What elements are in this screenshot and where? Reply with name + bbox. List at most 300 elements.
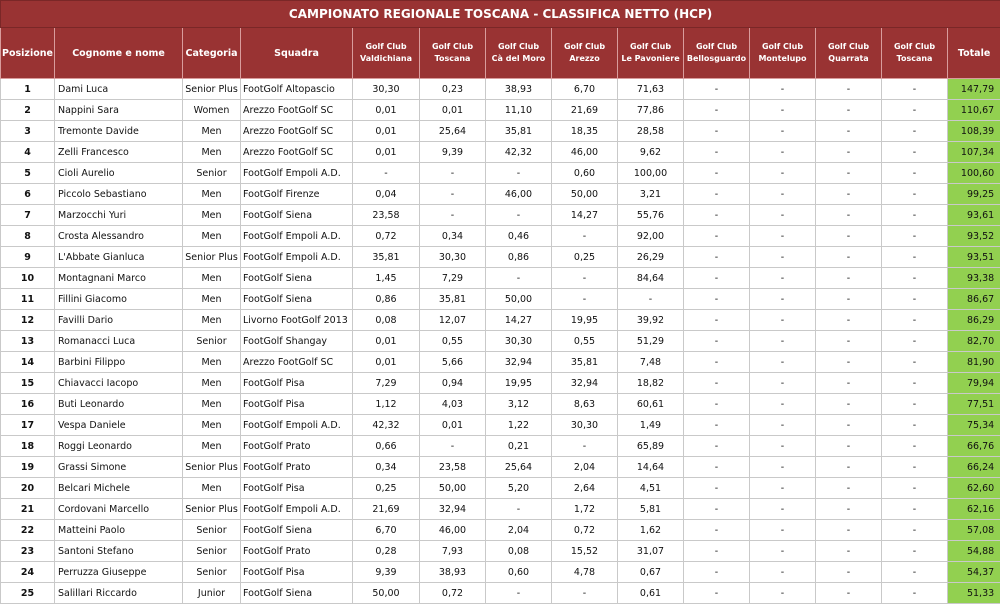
cell-score: - — [882, 499, 948, 520]
cell-score: - — [486, 205, 552, 226]
cell-score: - — [882, 457, 948, 478]
cell-team: FootGolf Shangay — [241, 331, 353, 352]
cell-score: - — [486, 163, 552, 184]
cell-score: - — [750, 142, 816, 163]
cell-score: 8,63 — [552, 394, 618, 415]
header-course — [420, 28, 486, 79]
cell-score: - — [816, 163, 882, 184]
table-row — [1, 184, 1000, 205]
cell-score: - — [684, 100, 750, 121]
cell-score: 1,49 — [618, 415, 684, 436]
cell-position: 15 — [1, 373, 55, 394]
cell-score: - — [684, 415, 750, 436]
cell-team: FootGolf Siena — [241, 583, 353, 604]
cell-score: - — [750, 499, 816, 520]
cell-total: 62,16 — [948, 499, 1000, 520]
header-course-line1: Golf Club — [893, 42, 936, 51]
header-course-line1: Golf Club — [497, 42, 540, 51]
table-row — [1, 520, 1000, 541]
cell-total: 54,37 — [948, 562, 1000, 583]
cell-score: 14,64 — [618, 457, 684, 478]
header-course-line2: Cà del Moro — [491, 54, 546, 63]
cell-team: Livorno FootGolf 2013 — [241, 310, 353, 331]
cell-name: Vespa Daniele — [55, 415, 183, 436]
cell-name: Buti Leonardo — [55, 394, 183, 415]
cell-score: 11,10 — [486, 100, 552, 121]
cell-score: - — [882, 478, 948, 499]
cell-score: - — [684, 268, 750, 289]
cell-score: - — [816, 100, 882, 121]
cell-score: - — [420, 184, 486, 205]
cell-score: 19,95 — [552, 310, 618, 331]
cell-score: - — [882, 205, 948, 226]
cell-position: 3 — [1, 121, 55, 142]
header-course — [552, 28, 618, 79]
cell-score: - — [816, 436, 882, 457]
cell-score: - — [816, 121, 882, 142]
cell-team: FootGolf Pisa — [241, 394, 353, 415]
cell-score: - — [684, 184, 750, 205]
cell-name: Cioli Aurelio — [55, 163, 183, 184]
cell-team: FootGolf Empoli A.D. — [241, 163, 353, 184]
cell-score: - — [816, 184, 882, 205]
cell-score: 6,70 — [552, 79, 618, 100]
cell-position: 20 — [1, 478, 55, 499]
cell-category: Men — [183, 289, 241, 310]
cell-position: 17 — [1, 415, 55, 436]
cell-score: 0,55 — [420, 331, 486, 352]
cell-score: - — [552, 583, 618, 604]
cell-category: Men — [183, 142, 241, 163]
cell-score: - — [816, 247, 882, 268]
cell-category: Men — [183, 478, 241, 499]
cell-score: - — [750, 79, 816, 100]
cell-score: - — [684, 121, 750, 142]
cell-score: 1,12 — [353, 394, 420, 415]
cell-score: 9,39 — [420, 142, 486, 163]
cell-score: - — [750, 541, 816, 562]
cell-score: 14,27 — [486, 310, 552, 331]
cell-name: Matteini Paolo — [55, 520, 183, 541]
cell-category: Senior — [183, 520, 241, 541]
cell-score: 14,27 — [552, 205, 618, 226]
cell-name: Marzocchi Yuri — [55, 205, 183, 226]
cell-score: 0,08 — [353, 310, 420, 331]
cell-score: 3,21 — [618, 184, 684, 205]
cell-score: - — [486, 268, 552, 289]
cell-score: 3,12 — [486, 394, 552, 415]
cell-score: - — [882, 79, 948, 100]
cell-score: 35,81 — [353, 247, 420, 268]
cell-total: 66,24 — [948, 457, 1000, 478]
cell-position: 8 — [1, 226, 55, 247]
cell-score: 39,92 — [618, 310, 684, 331]
cell-score: - — [684, 457, 750, 478]
table-row — [1, 541, 1000, 562]
cell-total: 57,08 — [948, 520, 1000, 541]
cell-score: - — [750, 478, 816, 499]
cell-score: 0,23 — [420, 79, 486, 100]
cell-position: 13 — [1, 331, 55, 352]
table-title: CAMPIONATO REGIONALE TOSCANA - CLASSIFICA NETTO (HCP) — [1, 1, 1000, 28]
cell-team: FootGolf Altopascio — [241, 79, 353, 100]
header-course-line2: Toscana — [896, 54, 933, 63]
cell-total: 100,60 — [948, 163, 1000, 184]
cell-score: 0,46 — [486, 226, 552, 247]
cell-position: 25 — [1, 583, 55, 604]
cell-score: 4,51 — [618, 478, 684, 499]
table-row — [1, 100, 1000, 121]
cell-total: 93,61 — [948, 205, 1000, 226]
header-course — [750, 28, 816, 79]
header-category: Categoria — [183, 28, 241, 79]
cell-name: Favilli Dario — [55, 310, 183, 331]
cell-score: - — [552, 289, 618, 310]
cell-total: 147,79 — [948, 79, 1000, 100]
cell-score: - — [552, 226, 618, 247]
cell-score: - — [750, 226, 816, 247]
cell-score: 1,22 — [486, 415, 552, 436]
cell-name: Fillini Giacomo — [55, 289, 183, 310]
cell-total: 82,70 — [948, 331, 1000, 352]
header-course — [816, 28, 882, 79]
cell-score: - — [684, 373, 750, 394]
table-row — [1, 583, 1000, 604]
table-row — [1, 226, 1000, 247]
header-course-line2: Toscana — [434, 54, 471, 63]
cell-score: 31,07 — [618, 541, 684, 562]
cell-score: - — [420, 163, 486, 184]
table-row — [1, 331, 1000, 352]
cell-score: - — [816, 562, 882, 583]
table-row — [1, 415, 1000, 436]
cell-total: 99,25 — [948, 184, 1000, 205]
cell-score: 0,66 — [353, 436, 420, 457]
cell-name: Barbini Filippo — [55, 352, 183, 373]
cell-category: Men — [183, 436, 241, 457]
cell-score: - — [816, 373, 882, 394]
cell-score: - — [882, 331, 948, 352]
cell-score: 19,95 — [486, 373, 552, 394]
cell-score: - — [816, 394, 882, 415]
header-name: Cognome e nome — [55, 28, 183, 79]
cell-score: - — [750, 583, 816, 604]
cell-score: - — [816, 268, 882, 289]
cell-score: 18,82 — [618, 373, 684, 394]
cell-category: Men — [183, 373, 241, 394]
cell-name: Salillari Riccardo — [55, 583, 183, 604]
cell-score: 0,01 — [353, 121, 420, 142]
cell-position: 23 — [1, 541, 55, 562]
cell-team: FootGolf Prato — [241, 436, 353, 457]
cell-score: 0,72 — [420, 583, 486, 604]
cell-score: - — [684, 205, 750, 226]
header-course-line1: Golf Club — [365, 42, 407, 51]
cell-category: Men — [183, 268, 241, 289]
header-total: Totale — [948, 28, 1000, 79]
cell-score: - — [816, 226, 882, 247]
header-course — [486, 28, 552, 79]
cell-score: 0,01 — [353, 352, 420, 373]
cell-score: - — [882, 373, 948, 394]
cell-score: 0,94 — [420, 373, 486, 394]
header-row — [1, 28, 1000, 79]
cell-score: 30,30 — [420, 247, 486, 268]
cell-category: Senior Plus — [183, 499, 241, 520]
cell-team: FootGolf Empoli A.D. — [241, 247, 353, 268]
cell-score: - — [882, 415, 948, 436]
cell-score: 0,34 — [420, 226, 486, 247]
cell-score: - — [816, 457, 882, 478]
cell-score: 50,00 — [552, 184, 618, 205]
table-row — [1, 79, 1000, 100]
cell-score: 60,61 — [618, 394, 684, 415]
cell-score: - — [882, 184, 948, 205]
cell-score: 23,58 — [420, 457, 486, 478]
cell-position: 18 — [1, 436, 55, 457]
cell-name: Santoni Stefano — [55, 541, 183, 562]
cell-category: Senior Plus — [183, 457, 241, 478]
cell-score: 0,01 — [420, 100, 486, 121]
cell-score: - — [816, 289, 882, 310]
cell-score: 0,28 — [353, 541, 420, 562]
cell-score: - — [882, 310, 948, 331]
cell-total: 93,38 — [948, 268, 1000, 289]
cell-score: - — [882, 247, 948, 268]
cell-category: Senior — [183, 562, 241, 583]
cell-team: Arezzo FootGolf SC — [241, 352, 353, 373]
cell-total: 54,88 — [948, 541, 1000, 562]
cell-score: - — [816, 352, 882, 373]
cell-team: FootGolf Prato — [241, 457, 353, 478]
cell-position: 9 — [1, 247, 55, 268]
cell-score: 50,00 — [486, 289, 552, 310]
cell-score: - — [816, 583, 882, 604]
cell-score: - — [882, 121, 948, 142]
header-course-line1: Golf Club — [761, 42, 804, 51]
cell-score: 38,93 — [420, 562, 486, 583]
header-course-line2: Montelupo — [758, 54, 807, 63]
table-row — [1, 247, 1000, 268]
cell-position: 5 — [1, 163, 55, 184]
header-course — [618, 28, 684, 79]
cell-score: - — [750, 205, 816, 226]
cell-name: Nappini Sara — [55, 100, 183, 121]
cell-score: 35,81 — [486, 121, 552, 142]
cell-category: Senior Plus — [183, 79, 241, 100]
cell-score: 0,72 — [353, 226, 420, 247]
cell-position: 16 — [1, 394, 55, 415]
table-row — [1, 394, 1000, 415]
cell-score: - — [882, 163, 948, 184]
cell-score: - — [750, 436, 816, 457]
cell-score: 4,78 — [552, 562, 618, 583]
cell-score: 2,64 — [552, 478, 618, 499]
cell-score: - — [684, 163, 750, 184]
cell-name: Montagnani Marco — [55, 268, 183, 289]
cell-position: 11 — [1, 289, 55, 310]
cell-score: - — [816, 331, 882, 352]
cell-category: Men — [183, 394, 241, 415]
cell-position: 1 — [1, 79, 55, 100]
cell-position: 7 — [1, 205, 55, 226]
table-row — [1, 205, 1000, 226]
cell-position: 10 — [1, 268, 55, 289]
cell-category: Men — [183, 226, 241, 247]
cell-score: - — [882, 583, 948, 604]
cell-score: 26,29 — [618, 247, 684, 268]
cell-score: - — [684, 478, 750, 499]
cell-score: - — [882, 562, 948, 583]
cell-score: - — [882, 268, 948, 289]
cell-score: - — [750, 163, 816, 184]
cell-score: 6,70 — [353, 520, 420, 541]
cell-score: 0,55 — [552, 331, 618, 352]
cell-score: 42,32 — [353, 415, 420, 436]
cell-total: 62,60 — [948, 478, 1000, 499]
cell-category: Senior — [183, 163, 241, 184]
cell-score: 0,60 — [552, 163, 618, 184]
cell-score: - — [750, 310, 816, 331]
table-row — [1, 310, 1000, 331]
cell-position: 24 — [1, 562, 55, 583]
cell-score: - — [684, 583, 750, 604]
cell-score: - — [750, 100, 816, 121]
cell-score: 0,60 — [486, 562, 552, 583]
header-course-line1: Golf Club — [563, 42, 606, 51]
cell-score: 0,34 — [353, 457, 420, 478]
table-row — [1, 499, 1000, 520]
cell-score: - — [486, 499, 552, 520]
header-course-line2: Valdichiana — [359, 54, 413, 63]
cell-category: Men — [183, 121, 241, 142]
cell-score: 21,69 — [552, 100, 618, 121]
cell-score: 50,00 — [420, 478, 486, 499]
cell-score: 1,62 — [618, 520, 684, 541]
cell-score: 0,61 — [618, 583, 684, 604]
cell-team: FootGolf Empoli A.D. — [241, 499, 353, 520]
header-course-line1: Golf Club — [695, 42, 738, 51]
cell-score: 4,03 — [420, 394, 486, 415]
cell-score: 0,01 — [353, 100, 420, 121]
cell-name: Crosta Alessandro — [55, 226, 183, 247]
cell-name: Dami Luca — [55, 79, 183, 100]
cell-score: 0,01 — [420, 415, 486, 436]
table-row — [1, 562, 1000, 583]
title-row — [1, 1, 1000, 28]
cell-score: 51,29 — [618, 331, 684, 352]
cell-score: - — [816, 79, 882, 100]
cell-total: 110,67 — [948, 100, 1000, 121]
cell-score: 30,30 — [353, 79, 420, 100]
cell-position: 2 — [1, 100, 55, 121]
cell-score: 30,30 — [552, 415, 618, 436]
cell-score: 55,76 — [618, 205, 684, 226]
cell-score: 0,86 — [353, 289, 420, 310]
cell-category: Women — [183, 100, 241, 121]
cell-name: L'Abbate Gianluca — [55, 247, 183, 268]
cell-score: 1,45 — [353, 268, 420, 289]
header-course-line2: Arezzo — [569, 54, 600, 63]
cell-score: 38,93 — [486, 79, 552, 100]
cell-score: 46,00 — [420, 520, 486, 541]
cell-name: Belcari Michele — [55, 478, 183, 499]
table-row — [1, 436, 1000, 457]
header-course-line1: Golf Club — [827, 42, 870, 51]
cell-position: 4 — [1, 142, 55, 163]
cell-score: 21,69 — [353, 499, 420, 520]
cell-name: Chiavacci Iacopo — [55, 373, 183, 394]
cell-score: 12,07 — [420, 310, 486, 331]
cell-name: Zelli Francesco — [55, 142, 183, 163]
header-course-line2: Bellosguardo — [686, 54, 747, 63]
table-row — [1, 142, 1000, 163]
cell-score: - — [420, 205, 486, 226]
cell-score: 2,04 — [552, 457, 618, 478]
cell-score: - — [684, 562, 750, 583]
cell-score: 25,64 — [486, 457, 552, 478]
cell-score: 5,81 — [618, 499, 684, 520]
cell-total: 66,76 — [948, 436, 1000, 457]
cell-score: - — [882, 352, 948, 373]
cell-category: Men — [183, 184, 241, 205]
header-position: Posizione — [1, 28, 55, 79]
cell-score: - — [684, 310, 750, 331]
cell-score: 0,08 — [486, 541, 552, 562]
cell-score: 77,86 — [618, 100, 684, 121]
cell-score: 0,67 — [618, 562, 684, 583]
cell-position: 19 — [1, 457, 55, 478]
cell-score: 42,32 — [486, 142, 552, 163]
cell-score: - — [684, 436, 750, 457]
cell-score: 92,00 — [618, 226, 684, 247]
cell-score: 32,94 — [552, 373, 618, 394]
cell-score: 5,20 — [486, 478, 552, 499]
cell-score: 46,00 — [486, 184, 552, 205]
cell-total: 86,29 — [948, 310, 1000, 331]
cell-score: - — [816, 541, 882, 562]
cell-category: Senior — [183, 541, 241, 562]
cell-score: 0,25 — [552, 247, 618, 268]
cell-score: 65,89 — [618, 436, 684, 457]
cell-score: - — [750, 520, 816, 541]
cell-score: - — [684, 352, 750, 373]
cell-score: - — [552, 436, 618, 457]
cell-name: Cordovani Marcello — [55, 499, 183, 520]
table-row — [1, 163, 1000, 184]
cell-score: - — [816, 520, 882, 541]
cell-score: 28,58 — [618, 121, 684, 142]
cell-score: - — [750, 289, 816, 310]
cell-total: 51,33 — [948, 583, 1000, 604]
cell-score: - — [882, 142, 948, 163]
cell-score: 1,72 — [552, 499, 618, 520]
cell-score: 35,81 — [552, 352, 618, 373]
table-body — [1, 79, 1000, 604]
cell-category: Men — [183, 415, 241, 436]
table-row — [1, 289, 1000, 310]
cell-score: 23,58 — [353, 205, 420, 226]
cell-total: 79,94 — [948, 373, 1000, 394]
cell-score: 84,64 — [618, 268, 684, 289]
cell-score: 32,94 — [420, 499, 486, 520]
cell-score: 25,64 — [420, 121, 486, 142]
cell-score: - — [750, 121, 816, 142]
cell-score: 15,52 — [552, 541, 618, 562]
cell-score: - — [750, 457, 816, 478]
cell-score: - — [684, 79, 750, 100]
header-course-line2: Quarrata — [828, 54, 869, 63]
